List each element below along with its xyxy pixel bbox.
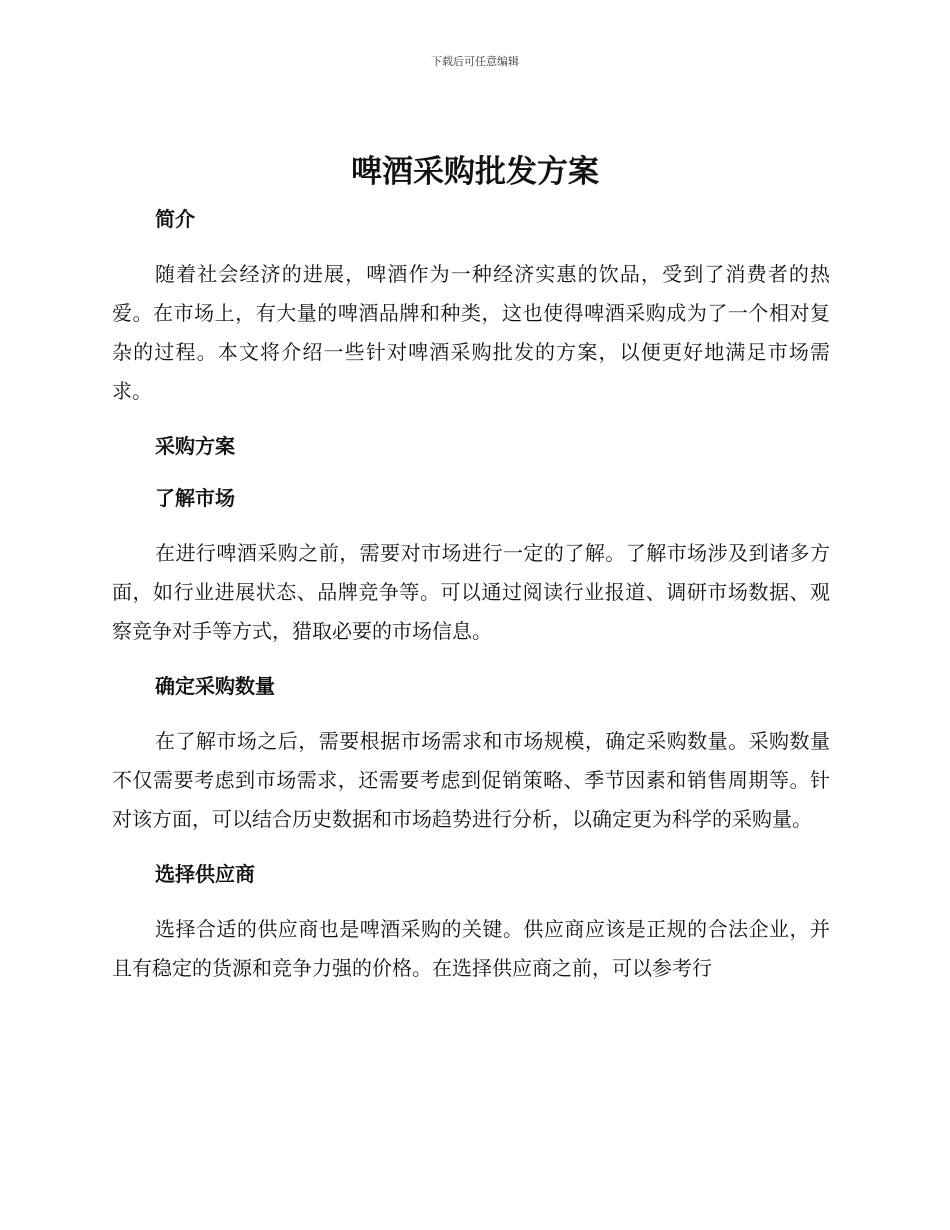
section-heading-market: 了解市场 [155, 486, 235, 510]
quantity-paragraph: 在了解市场之后，需要根据市场需求和市场规模，确定采购数量。采购数量不仅需要考虑到市场需求，还需要考虑到促销策略、季节因素和销售周期等。针对该方面，可以结合历史数据和市场趋势进行分析，以确定更为科学的采购量。 [112, 729, 830, 831]
section-heading-intro: 简介 [155, 207, 195, 231]
section-heading-supplier: 选择供应商 [155, 862, 255, 886]
intro-paragraph: 随着社会经济的进展，啤酒作为一种经济实惠的饮品，受到了消费者的热爱。在市场上，有大量的啤酒品牌和种类，这也使得啤酒采购成为了一个相对复杂的过程。本文将介绍一些针对啤酒采购批发的方案，以便更好地满足市场需求。 [112, 262, 830, 403]
document-title: 啤酒采购批发方案 [351, 154, 599, 190]
market-paragraph: 在进行啤酒采购之前，需要对市场进行一定的了解。了解市场涉及到诸多方面，如行业进展状态、品牌竞争等。可以通过阅读行业报道、调研市场数据、观察竞争对手等方式，猎取必要的市场信息。 [112, 541, 830, 643]
header-note: 下载后可任意编辑 [431, 55, 519, 68]
section-heading-plan: 采购方案 [155, 434, 235, 458]
section-heading-quantity: 确定采购数量 [155, 674, 275, 698]
supplier-paragraph: 选择合适的供应商也是啤酒采购的关键。供应商应该是正规的合法企业，并且有稳定的货源和竞争力强的价格。在选择供应商之前，可以参考行 [112, 917, 830, 980]
document-body [112, 202, 830, 988]
